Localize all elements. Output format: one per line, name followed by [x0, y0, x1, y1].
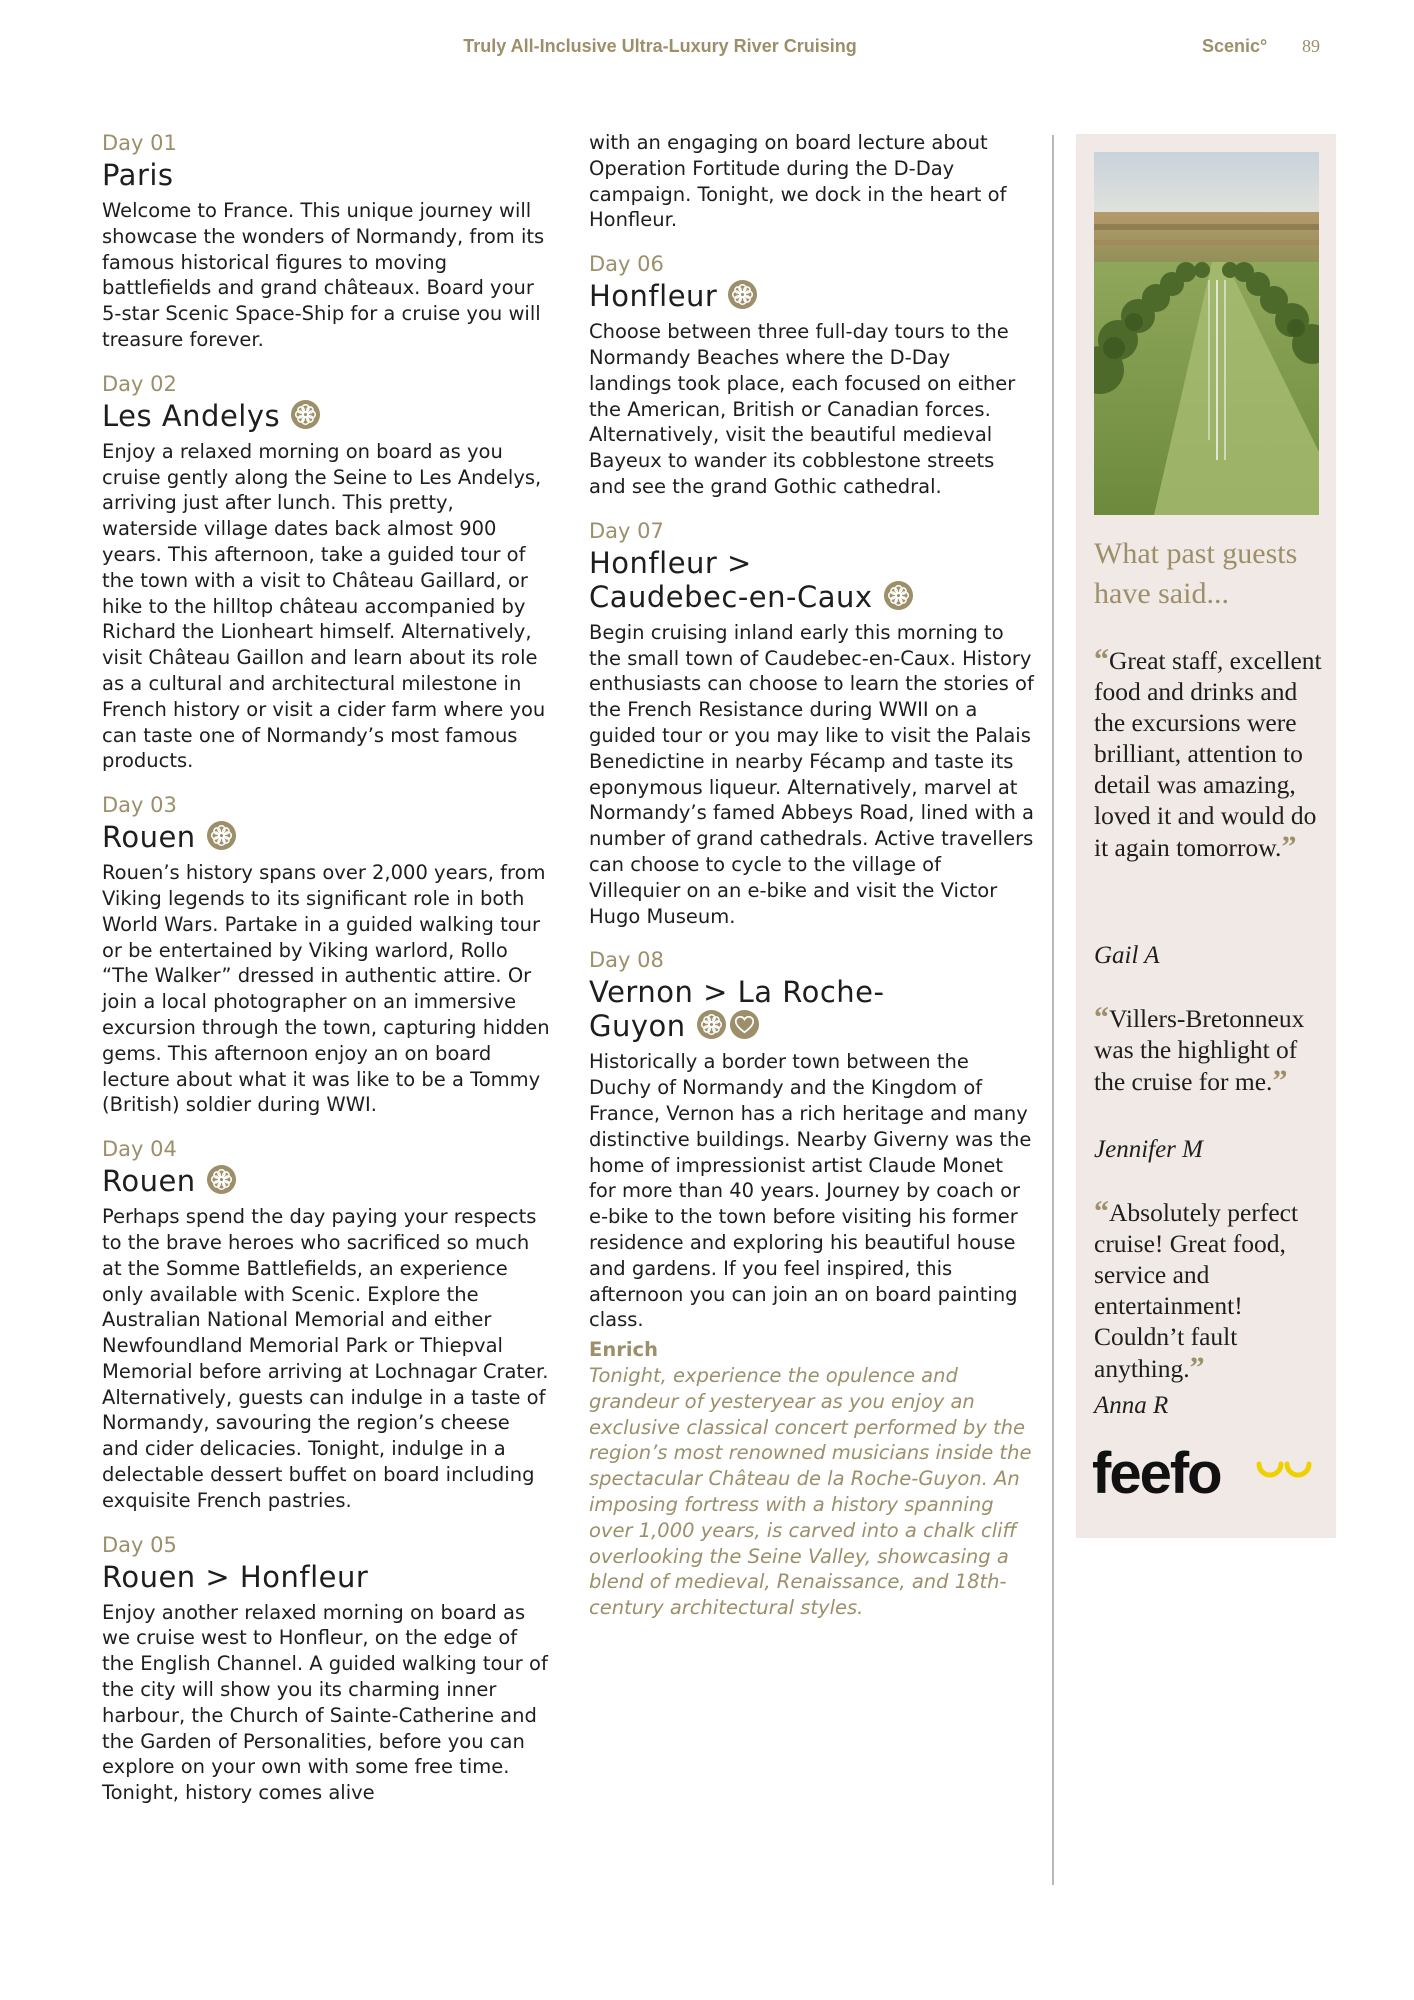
day-description: Enjoy another relaxed morning on board as we cruise west to Honfleur, on the edge of the English Channel. A guided walking tour of the city will show you its charming inner harbour, the Church of Sainte-Catherine and the Garden of Personalities, before you can explore on your own with some free time. Tonight, history comes alive [102, 1600, 548, 1805]
day-03-block [102, 792, 552, 1118]
day-title-text: Paris [102, 158, 174, 192]
day-04-block [102, 1136, 552, 1514]
day-title-text: Rouen > Honfleur [102, 1559, 369, 1594]
page-number: 89 [1302, 36, 1320, 56]
day-label: Day 04 [102, 1137, 177, 1162]
running-header-title: Truly All-Inclusive Ultra-Luxury River Cruising [463, 36, 857, 56]
quote-text: Villers-Bretonneux was the highlight of the cruise for me. [1094, 1004, 1305, 1096]
testimonial-author: Gail A [1094, 942, 1160, 969]
flower-medallion-icon [290, 399, 321, 430]
flower-medallion-icon [883, 580, 914, 611]
testimonial-quote: “Absolutely perfect cruise! Great food, service and entertainment! Couldn’t fault anything.” [1094, 1195, 1299, 1384]
day-description: Perhaps spend the day paying your respects to the brave heroes who sacrificed so much at the Somme Battlefields, an experience only available with Scenic. Explore the Australian National Memorial and either Newfoundland Memorial Park or Thiepval Memorial before arriving at Lochnagar Crater. Alternatively, guests can indulge in a taste of Normandy, savouring the region’s cheese and cider delicacies. Tonight, indulge in a delectable dessert buffet on board including exquisite French pastries. [102, 1205, 549, 1512]
feefo-logo: feefo [1092, 1441, 1221, 1506]
day-title-text: Honfleur [589, 279, 718, 314]
day-title [589, 546, 919, 614]
day-label: Day 03 [102, 793, 177, 818]
day-title [589, 279, 1034, 313]
day-05-block [102, 1532, 552, 1806]
memorial-photo [1094, 152, 1319, 515]
flower-medallion-icon [206, 1164, 237, 1195]
day-05-continued-text: with an engaging on board lecture about Operation Fortitude during the D-Day campaign. Tonight, we dock in the heart of Honfleur. [589, 131, 1007, 232]
quote-text: Great staff, excellent food and drinks and the excursions were brilliant, attention to detail was amazing, loved it and would do it again tomorrow. [1094, 646, 1322, 862]
day-label: Day 02 [102, 371, 177, 396]
day-02-block [102, 371, 552, 774]
day-07-block [589, 518, 1034, 930]
day-description: Historically a border town between the Duchy of Normandy and the Kingdom of France, Vernon has a rich heritage and many distinctive buildings. Nearby Giverny was the home of impressionist artist Claude Monet for more than 40 years. Journey by coach or e-bike to the town before visiting his former residence and exploring his beautiful house and gardens. If you feel inspired, this afternoon you can join an on board painting class. [589, 1050, 1032, 1332]
testimonial-quote: “Villers-Bretonneux was the highlight of the cruise for me.” [1094, 1001, 1305, 1097]
flower-medallion-icon [727, 279, 758, 310]
day-label: Day 07 [589, 518, 664, 543]
day-title-text: Rouen [102, 820, 196, 855]
day-description: Welcome to France. This unique journey will showcase the wonders of Normandy, from its famous historical figures to moving battlefields and grand châteaux. Board your 5-star Scenic Space-Ship for a cruise you will treasure forever. [102, 199, 545, 351]
flower-medallion-icon [696, 1009, 727, 1040]
enrich-label: Enrich [589, 1338, 658, 1362]
flower-medallion-icon [206, 820, 237, 851]
enrich-description: Tonight, experience the opulence and grandeur of yesteryear as you enjoy an exclusive classical concert performed by the region’s most renowned musicians inside the spectacular Château de la Roche-Guyon. An imposing fortress with a history spanning over 1,000 years, is carved into a chalk cliff overlooking the Seine Valley, showcasing a blend of medieval, Renaissance, and 18th-century architectural styles. [589, 1364, 1032, 1620]
feefo-eyes-icon [1256, 1456, 1316, 1486]
day-title [102, 1560, 552, 1594]
day-06-block [589, 251, 1034, 500]
day-label: Day 05 [102, 1532, 177, 1557]
day-title [102, 399, 552, 433]
day-title [102, 820, 552, 854]
itinerary-column-left [102, 130, 552, 1824]
day-label: Day 08 [589, 948, 664, 973]
testimonials-panel [1076, 134, 1336, 1538]
testimonial-quote: “Great staff, excellent food and drinks and the excursions were brilliant, attention to detail was amazing, loved it and would do it again tomorrow.” [1094, 643, 1322, 863]
day-title-text: Rouen [102, 1164, 196, 1199]
day-title-text: Les Andelys [102, 398, 281, 433]
day-01-block [102, 130, 552, 353]
enrich-block [589, 1337, 1034, 1621]
day-label: Day 06 [589, 252, 664, 277]
quote-text: Absolutely perfect cruise! Great food, service and entertainment! Couldn’t fault anything. [1094, 1198, 1299, 1383]
day-label: Day 01 [102, 131, 177, 155]
heart-medallion-icon [729, 1009, 760, 1040]
day-title [102, 1164, 552, 1198]
day-title-text: Vernon > La Roche-Guyon [589, 975, 885, 1044]
testimonial-author: Jennifer M [1094, 1136, 1203, 1163]
testimonial-author: Anna R [1094, 1392, 1169, 1419]
column-divider [1052, 135, 1054, 1885]
testimonials-heading: What past guests have said... [1094, 537, 1298, 610]
day-description: Enjoy a relaxed morning on board as you cruise gently along the Seine to Les Andelys, arriving just after lunch. This pretty, waterside village dates back almost 900 years. This afternoon, take a guided tour of the town with a visit to Château Gaillard, or hike to the hilltop château accompanied by Richard the Lionheart himself. Alternatively, visit Château Gaillon and learn about its role as a cultural and architectural milestone in French history or visit a cider farm where you can taste one of Normandy’s most famous products. [102, 439, 546, 773]
day-title [589, 975, 899, 1043]
day-description: Rouen’s history spans over 2,000 years, from Viking legends to its significant role in both World Wars. Partake in a guided walking tour or be entertained by Viking warlord, Rollo “The Walker” dressed in authentic attire. Or join a local photographer on an immersive excursion through the town, capturing hidden gems. This afternoon enjoy an on board lecture about what it was like to be a Tommy (British) soldier during WWI. [102, 861, 550, 1117]
day-description: Choose between three full-day tours to the Normandy Beaches where the D-Day landings took place, each focused on either the American, British or Canadian forces. Alternatively, visit the beautiful medieval Bayeux to wander its cobblestone streets and see the grand Gothic cathedral. [589, 320, 1016, 498]
day-title [102, 158, 552, 192]
itinerary-column-right [589, 130, 1034, 1621]
day-08-block [589, 947, 1034, 1333]
day-description: Begin cruising inland early this morning to the small town of Caudebec-en-Caux. History enthusiasts can choose to learn the stories of the French Resistance during WWII on a guided tour or you may like to visit the Palais Benedictine in nearby Fécamp and taste its eponymous liqueur. Alternatively, marvel at Normandy’s famed Abbeys Road, lined with a number of grand cathedrals. Active travellers can choose to cycle to the village of Villequier on an e-bike and visit the Victor Hugo Museum. [589, 620, 1034, 928]
day-title-text: Honfleur > Caudebec-en-Caux [589, 545, 873, 614]
brand-name: Scenic° [1202, 36, 1268, 56]
